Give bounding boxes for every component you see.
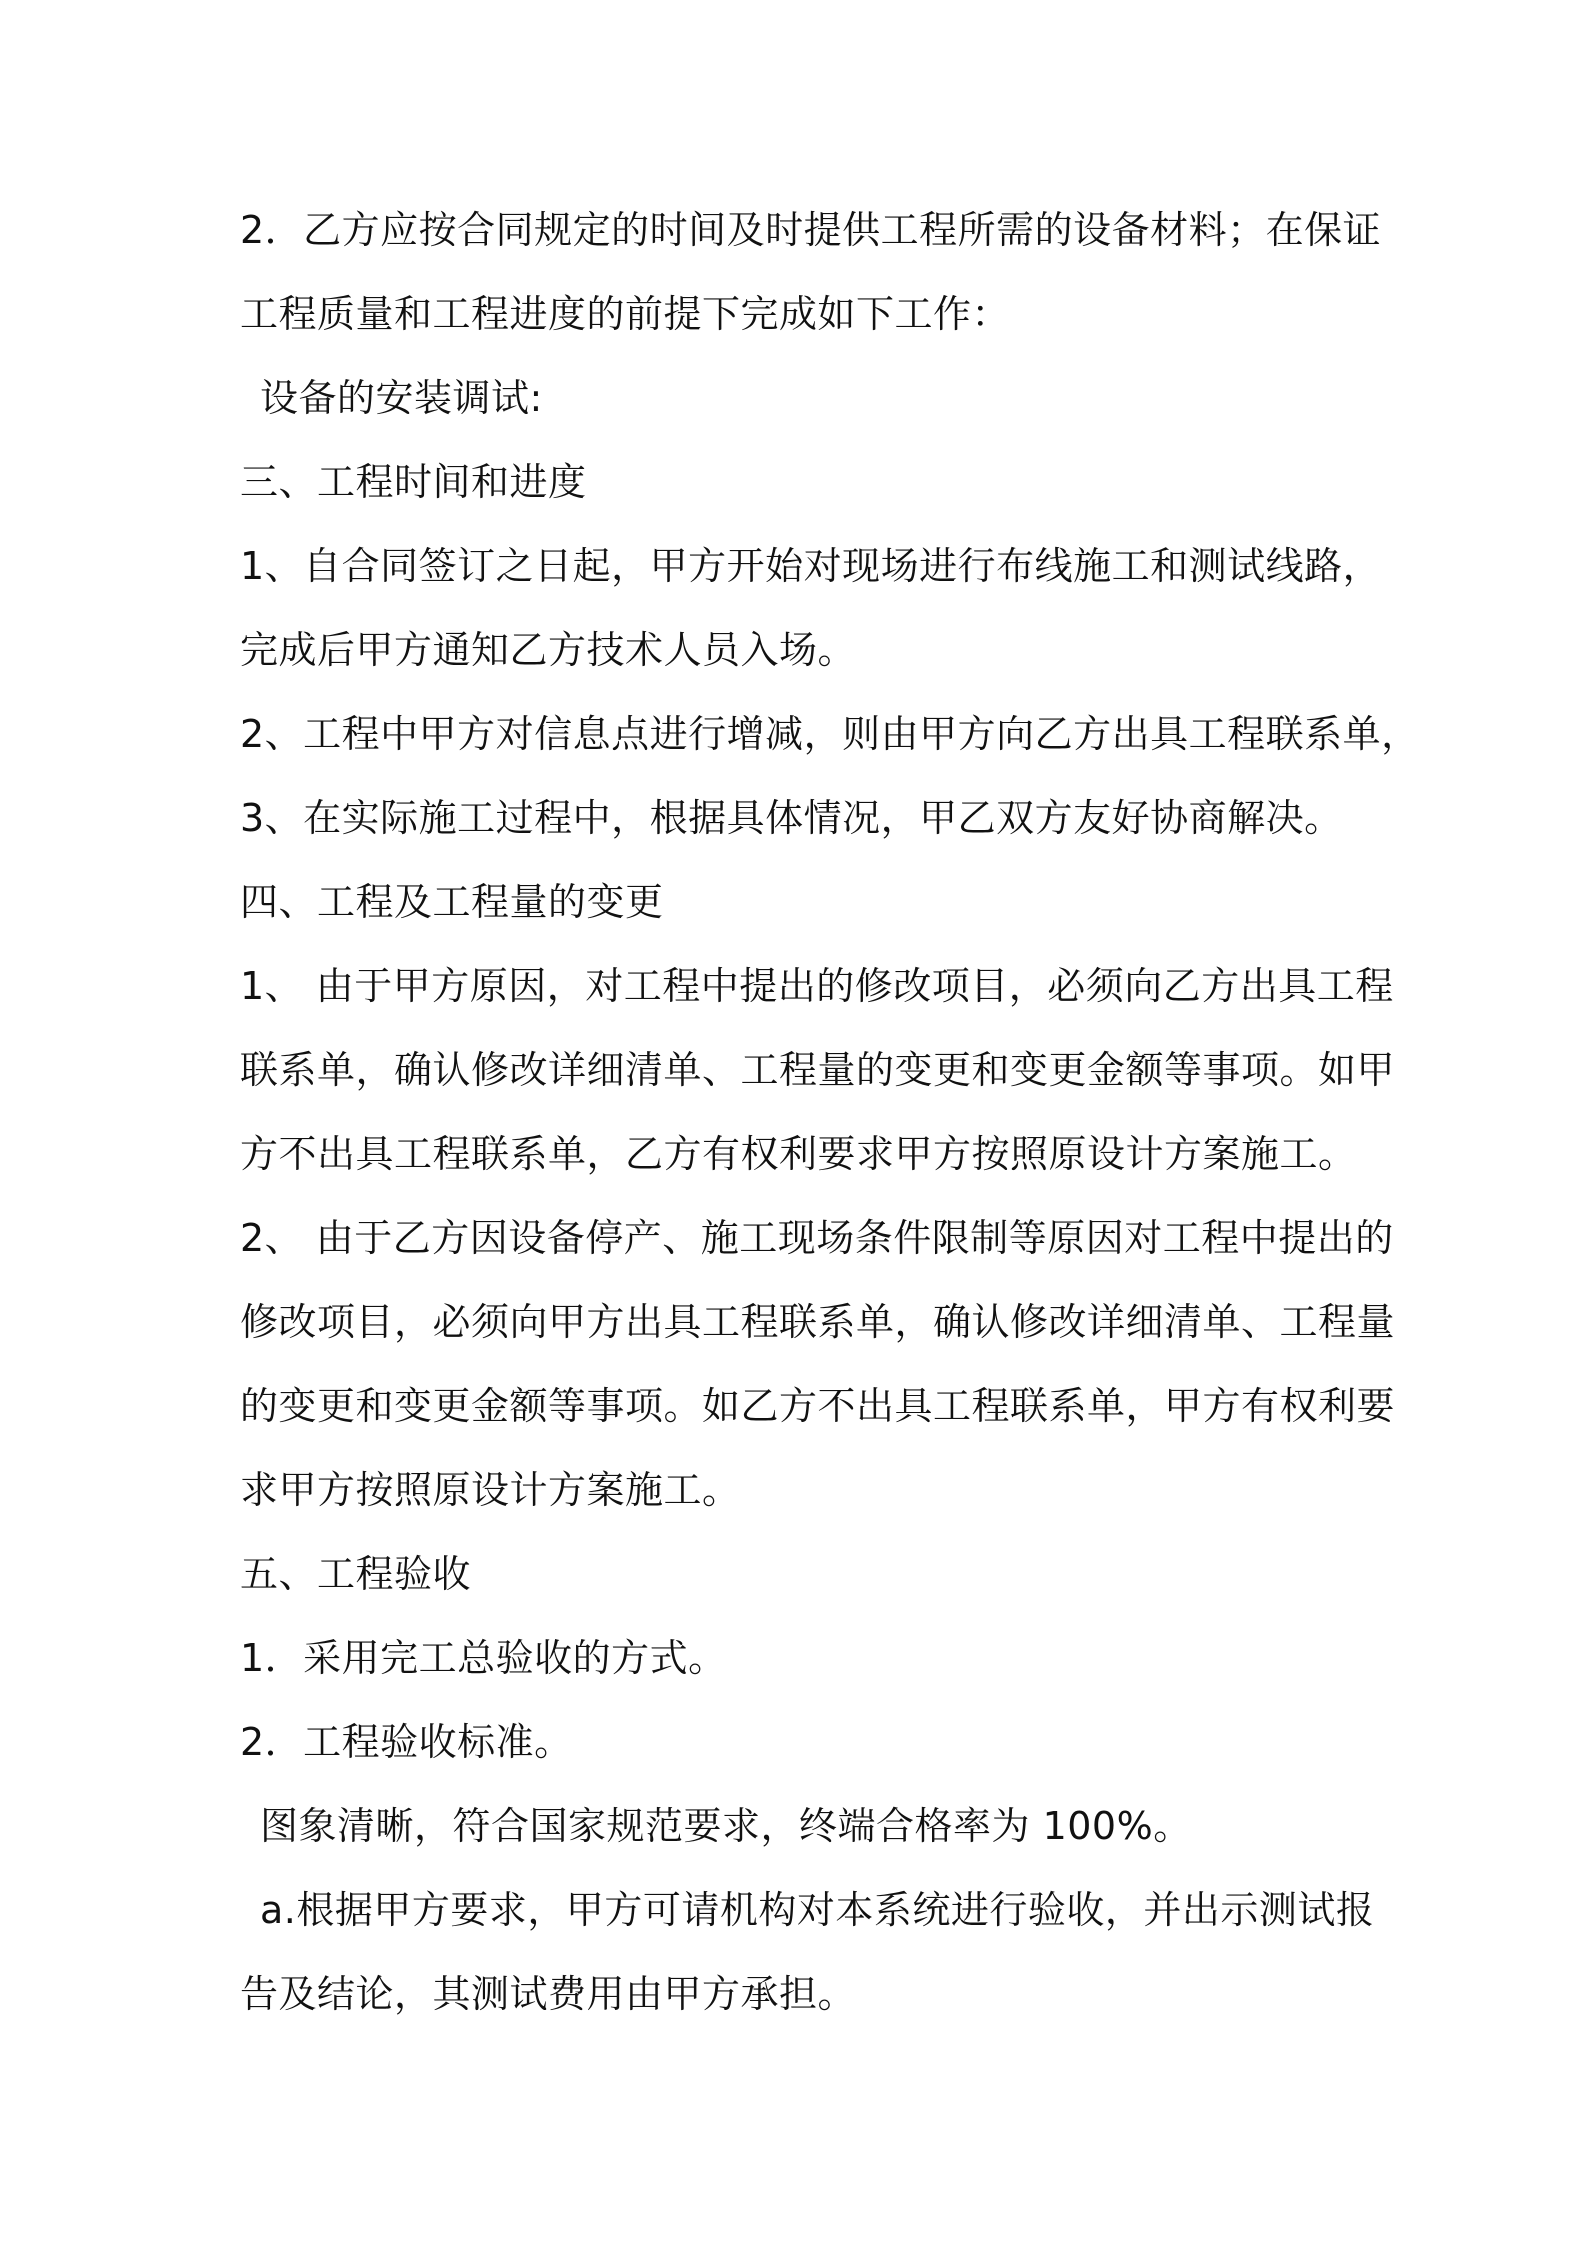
paragraph-line: 工程质量和工程进度的前提下完成如下工作： [240, 292, 1011, 336]
section-heading: 三、工程时间和进度 [240, 460, 587, 504]
paragraph-line: 2、 由于乙方因设备停产、施工现场条件限制等原因对工程中提出的 [240, 1216, 1394, 1260]
document-body [240, 188, 1420, 2036]
paragraph-line: 求甲方按照原设计方案施工。 [240, 1468, 741, 1512]
paragraph-line: 联系单，确认修改详细清单、工程量的变更和变更金额等事项。如甲 [240, 1048, 1396, 1092]
paragraph-line: 告及结论，其测试费用由甲方承担。 [240, 1972, 857, 2016]
paragraph-line: 1、自合同签订之日起，甲方开始对现场进行布线施工和测试线路， [240, 544, 1382, 588]
paragraph-line: 修改项目，必须向甲方出具工程联系单，确认修改详细清单、工程量 [240, 1300, 1396, 1344]
paragraph-line: 1、 由于甲方原因，对工程中提出的修改项目，必须向乙方出具工程 [240, 964, 1394, 1008]
paragraph-line: 方不出具工程联系单，乙方有权利要求甲方按照原设计方案施工。 [240, 1132, 1357, 1176]
paragraph-line: 1．采用完工总验收的方式。 [240, 1636, 727, 1680]
paragraph-line: 2．工程验收标准。 [240, 1720, 573, 1764]
paragraph-line: a.根据甲方要求，甲方可请机构对本系统进行验收，并出示测试报 [260, 1888, 1375, 1932]
paragraph-line: 完成后甲方通知乙方技术人员入场。 [240, 628, 857, 672]
paragraph-line: 设备的安装调试: [260, 376, 543, 420]
paragraph-line: 图象清晰，符合国家规范要求，终端合格率为 100%。 [260, 1804, 1192, 1848]
section-heading: 五、工程验收 [240, 1552, 472, 1596]
section-heading: 四、工程及工程量的变更 [240, 880, 664, 924]
paragraph-line: 3、在实际施工过程中，根据具体情况，甲乙双方友好协商解决。 [240, 796, 1343, 840]
paragraph-line: 的变更和变更金额等事项。如乙方不出具工程联系单，甲方有权利要 [240, 1384, 1396, 1428]
paragraph-line: 2、工程中甲方对信息点进行增减，则由甲方向乙方出具工程联系单， [240, 712, 1420, 756]
paragraph-line: 2．乙方应按合同规定的时间及时提供工程所需的设备材料；在保证 [240, 208, 1382, 252]
